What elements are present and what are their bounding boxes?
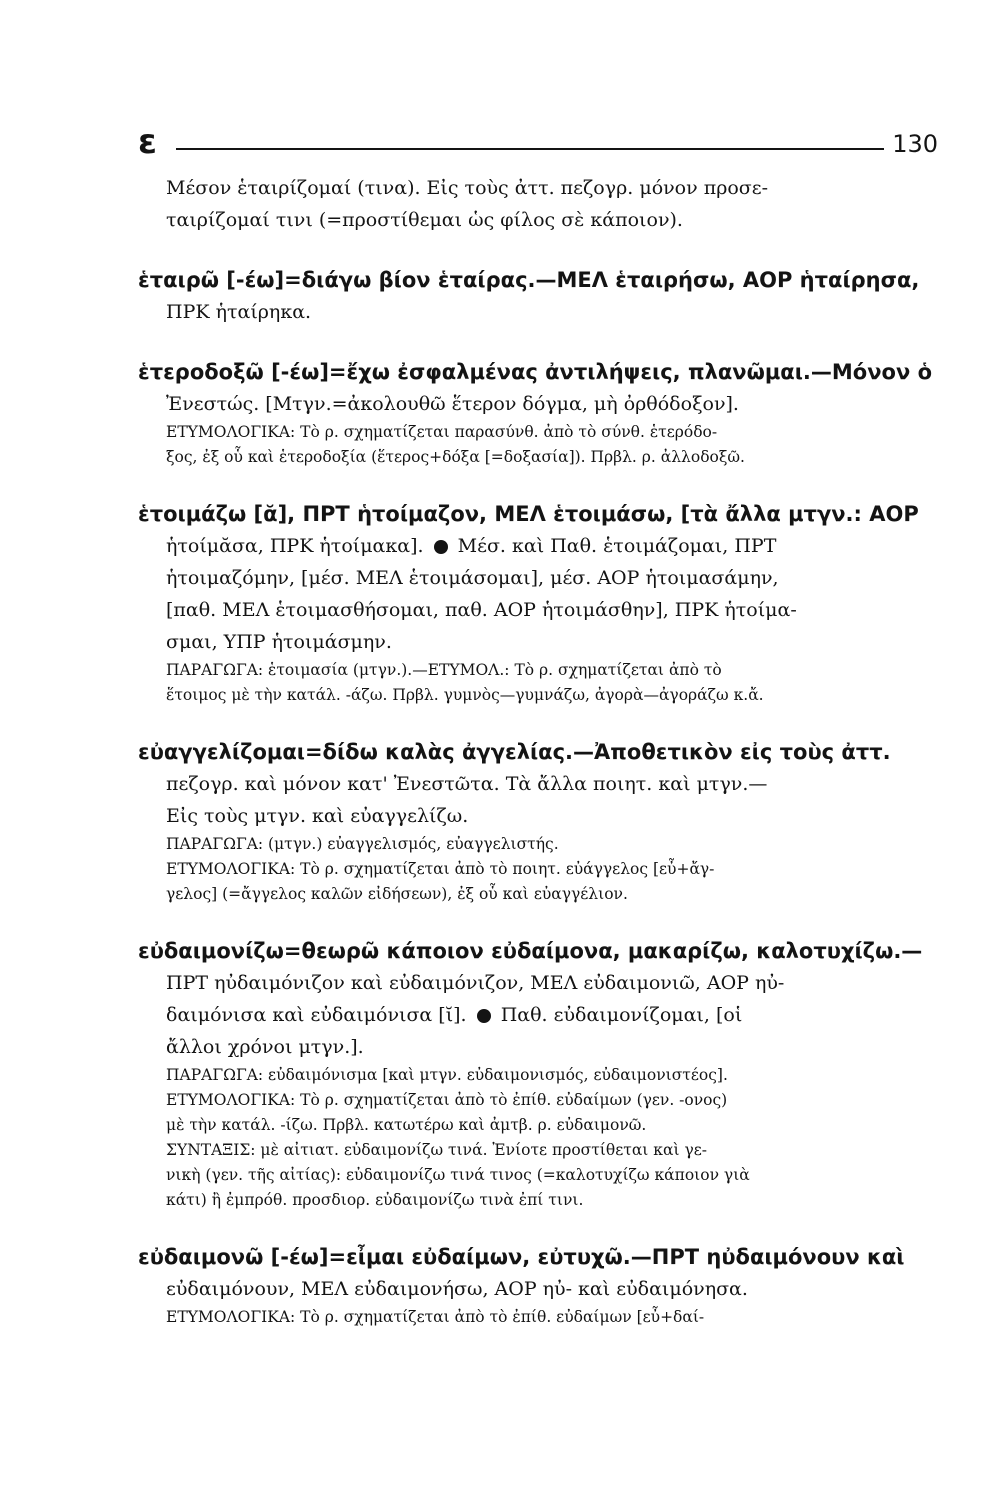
etymology-line: ξος, ἐξ οὗ καὶ ἑτεροδοξία (ἕτερος+δόξα [=δοξασία]). Πρβλ. ρ. ἀλλοδοξῶ. <box>166 448 745 466</box>
text-line-part: ἡτοίμᾰσα, ΠΡΚ ἡτοίμακα]. <box>166 535 424 557</box>
entry-headword-line: ἑτεροδοξῶ [-έω]=ἔχω ἐσφαλμένας ἀντιλήψεις, πλανῶμαι.—Μόνον ὁ <box>138 360 932 384</box>
derivatives-line: ἕτοιμος μὲ τὴν κατάλ. -άζω. Πρβλ. γυμνὸς—γυμνάζω, ἀγορὰ—ἀγοράζω κ.ἄ. <box>166 686 764 704</box>
text-line: Εἰς τοὺς μτγν. καὶ εὐαγγελίζω. <box>166 805 469 827</box>
derivatives-line: ΠΑΡΑΓΩΓΑ: εὐδαιμόνισμα [καὶ μτγν. εὐδαιμονισμός, εὐδαιμονιστέος]. <box>166 1066 728 1084</box>
syntax-line: νικὴ (γεν. τῆς αἰτίας): εὐδαιμονίζω τινά τινος (=καλοτυχίζω κάποιον γιὰ <box>166 1166 750 1184</box>
syntax-line: κάτι) ἢ ἐμπρόθ. προσδιορ. εὐδαιμονίζω τινὰ ἐπί τινι. <box>166 1191 584 1209</box>
etymology-line: ΕΤΥΜΟΛΟΓΙΚΑ: Τὸ ρ. σχηματίζεται ἀπὸ τὸ ἐπίθ. εὐδαίμων [εὖ+δαί- <box>166 1308 705 1326</box>
entry-headword-line: ἑταιρῶ [-έω]=διάγω βίον ἑταίρας.—ΜΕΛ ἑταιρήσω, ΑΟΡ ἡταίρησα, <box>138 268 920 292</box>
bullet-icon <box>477 1009 491 1023</box>
section-letter: ε <box>138 122 157 162</box>
text-line <box>138 530 938 562</box>
text-line: πεζογρ. καὶ μόνον κατ' Ἐνεστῶτα. Τὰ ἄλλα ποιητ. καὶ μτγν.— <box>166 773 768 795</box>
text-line: ἡτοιμαζόμην, [μέσ. ΜΕΛ ἑτοιμάσομαι], μέσ. ΑΟΡ ἡτοιμασάμην, <box>166 567 779 589</box>
text-line <box>138 999 938 1031</box>
header-rule <box>176 148 884 150</box>
etymology-line: ΕΤΥΜΟΛΟΓΙΚΑ: Τὸ ρ. σχηματίζεται παρασύνθ. ἀπὸ τὸ σύνθ. ἑτερόδο- <box>166 423 718 441</box>
entry-headword-line: εὐδαιμονῶ [-έω]=εἶμαι εὐδαίμων, εὐτυχῶ.—ΠΡΤ ηὐδαιμόνουν καὶ <box>138 1245 905 1269</box>
etymology-line: ΕΤΥΜΟΛΟΓΙΚΑ: Τὸ ρ. σχηματίζεται ἀπὸ τὸ ἐπίθ. εὐδαίμων (γεν. -ονος) <box>166 1091 728 1109</box>
entry-headword-line: εὐαγγελίζομαι=δίδω καλὰς ἀγγελίας.—Ἀποθετικὸν εἰς τοὺς ἀττ. <box>138 740 891 764</box>
text-line: Μέσον ἑταιρίζομαί (τινα). Εἰς τοὺς ἀττ. πεζογρ. μόνον προσε- <box>166 177 769 199</box>
derivatives-line: ΠΑΡΑΓΩΓΑ: (μτγν.) εὐαγγελισμός, εὐαγγελιστής. <box>166 835 559 853</box>
etymology-line: γελος] (=ἄγγελος καλῶν εἰδήσεων), ἐξ οὗ καὶ εὐαγγέλιον. <box>166 885 628 903</box>
text-line: ΠΡΚ ἡταίρηκα. <box>166 301 312 323</box>
text-line: Ἐνεστώς. [Μτγν.=ἀκολουθῶ ἕτερον δόγμα, μὴ ὀρθόδοξον]. <box>166 393 739 415</box>
page-number: 130 <box>892 130 938 158</box>
derivatives-line: ΠΑΡΑΓΩΓΑ: ἑτοιμασία (μτγν.).—ΕΤΥΜΟΛ.: Τὸ ρ. σχηματίζεται ἀπὸ τὸ <box>166 661 722 679</box>
text-line: [παθ. ΜΕΛ ἑτοιμασθήσομαι, παθ. ΑΟΡ ἡτοιμάσθην], ΠΡΚ ἡτοίμα- <box>166 599 797 621</box>
dictionary-entries <box>138 172 938 1330</box>
entry-headword-line: εὐδαιμονίζω=θεωρῶ κάποιον εὐδαίμονα, μακαρίζω, καλοτυχίζω.— <box>138 939 923 963</box>
bullet-icon <box>434 540 448 554</box>
text-line-part: Μέσ. καὶ Παθ. ἑτοιμάζομαι, ΠΡΤ <box>457 535 777 557</box>
etymology-line: μὲ τὴν κατάλ. -ίζω. Πρβλ. κατωτέρω καὶ ἀμτβ. ρ. εὐδαιμονῶ. <box>166 1116 647 1134</box>
syntax-line: ΣΥΝΤΑΞΙΣ: μὲ αἰτιατ. εὐδαιμονίζω τινά. Ἐνίοτε προστίθεται καὶ γε- <box>166 1141 707 1159</box>
text-line: εὐδαιμόνουν, ΜΕΛ εὐδαιμονήσω, ΑΟΡ ηὐ- καὶ εὐδαιμόνησα. <box>166 1278 748 1300</box>
text-line-part: δαιμόνισα καὶ εὐδαιμόνισα [ῐ]. <box>166 1004 467 1026</box>
text-line: σμαι, ΥΠΡ ἡτοιμάσμην. <box>166 631 392 653</box>
entry-headword-line: ἑτοιμάζω [ᾰ], ΠΡΤ ἡτοίμαζον, ΜΕΛ ἑτοιμάσω, [τὰ ἄλλα μτγν.: ΑΟΡ <box>138 502 919 526</box>
text-line-part: Παθ. εὐδαιμονίζομαι, [οἱ <box>500 1004 743 1026</box>
text-line: ΠΡΤ ηὐδαιμόνιζον καὶ εὐδαιμόνιζον, ΜΕΛ εὐδαιμονιῶ, ΑΟΡ ηὐ- <box>166 972 785 994</box>
text-line: ταιρίζομαί τινι (=προστίθεμαι ὡς φίλος σὲ κάποιον). <box>166 209 683 231</box>
text-line: ἄλλοι χρόνοι μτγν.]. <box>166 1036 364 1058</box>
etymology-line: ΕΤΥΜΟΛΟΓΙΚΑ: Τὸ ρ. σχηματίζεται ἀπὸ τὸ ποιητ. εὐάγγελος [εὖ+ἄγ- <box>166 860 715 878</box>
page-header <box>138 122 938 168</box>
